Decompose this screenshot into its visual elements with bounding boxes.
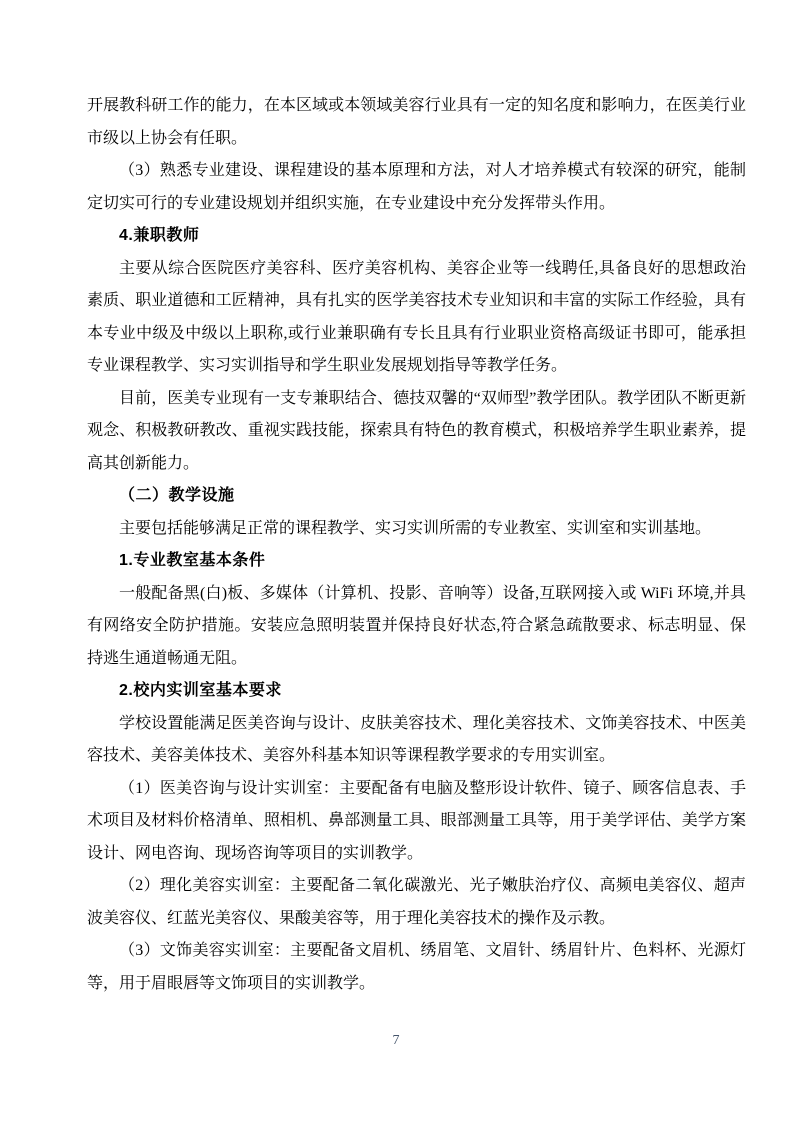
paragraph: 一般配备黑(白)板、多媒体（计算机、投影、音响等）设备,互联网接入或 WiFi 环境,并具有网络安全防护措施。安装应急照明装置并保持良好状态,符合紧急疏散要求、标志明显、保持逃生通道畅通无阻。 <box>87 584 746 667</box>
paragraph: 主要包括能够满足正常的课程教学、实习实训所需的专业教室、实训室和实训基地。 <box>119 519 712 537</box>
paragraph: 目前，医美专业现有一支专兼职结合、德技双馨的“双师型”教学团队。教学团队不断更新观念、积极教研教改、重视实践技能，探索具有特色的教育模式，积极培养学生职业素养，提高其创新能力。 <box>87 389 746 472</box>
paragraph: （2）理化美容实训室：主要配备二氧化碳激光、光子嫩肤治疗仪、高频电美容仪、超声波美容仪、红蓝光美容仪、果酸美容等，用于理化美容技术的操作及示教。 <box>87 877 746 927</box>
paragraph: 学校设置能满足医美咨询与设计、皮肤美容技术、理化美容技术、文饰美容技术、中医美容技术、美容美体技术、美容外科基本知识等课程教学要求的专用实训室。 <box>87 714 746 764</box>
section-heading: 4.兼职教师 <box>119 227 200 244</box>
paragraph: （1）医美咨询与设计实训室：主要配备有电脑及整形设计软件、镜子、顾客信息表、手术项目及材料价格清单、照相机、鼻部测量工具、眼部测量工具等，用于美学评估、美学方案设计、网电咨询、现场咨询等项目的实训教学。 <box>87 779 746 862</box>
document-body <box>87 90 746 1000</box>
section-heading: 2.校内实训室基本要求 <box>119 682 282 699</box>
paragraph: （3）熟悉专业建设、课程建设的基本原理和方法，对人才培养模式有较深的研究，能制定切实可行的专业建设规划并组织实施，在专业建设中充分发挥带头作用。 <box>87 162 746 212</box>
section-heading: （二）教学设施 <box>119 487 235 504</box>
paragraph: 主要从综合医院医疗美容科、医疗美容机构、美容企业等一线聘任,具备良好的思想政治素质、职业道德和工匠精神，具有扎实的医学美容技术专业知识和丰富的实际工作经验，具有本专业中级及中级以上职称,或行业兼职确有专长且具有行业职业资格高级证书即可，能承担专业课程教学、实习实训指导和学生职业发展规划指导等教学任务。 <box>87 259 746 374</box>
paragraph: 开展教科研工作的能力，在本区域或本领域美容行业具有一定的知名度和影响力，在医美行业市级以上协会有任职。 <box>87 97 746 147</box>
paragraph: （3）文饰美容实训室：主要配备文眉机、绣眉笔、文眉针、绣眉针片、色料杯、光源灯等，用于眉眼唇等文饰项目的实训教学。 <box>87 942 746 992</box>
page-number: 7 <box>392 1033 400 1048</box>
section-heading: 1.专业教室基本条件 <box>119 552 266 569</box>
